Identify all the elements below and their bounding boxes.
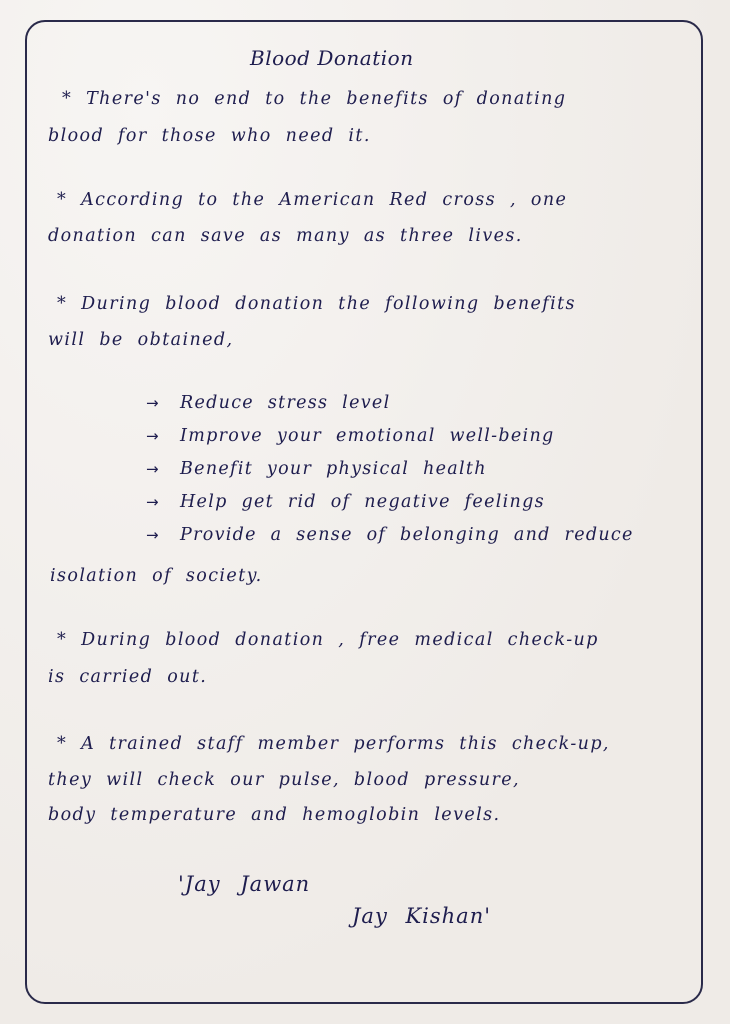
paragraph-2-line-1: * According to the American Red cross , one bbox=[57, 190, 568, 210]
signature-line-1: 'Jay Jawan bbox=[178, 872, 311, 896]
list-item: → Reduce stress level bbox=[146, 393, 391, 413]
arrow-icon: → bbox=[146, 493, 160, 511]
paragraph-4-line-1: * During blood donation , free medical check-up bbox=[57, 630, 599, 650]
paragraph-5-line-2: they will check our pulse, blood pressure, bbox=[48, 770, 520, 790]
paragraph-4-line-2: is carried out. bbox=[48, 667, 208, 687]
paragraph-5-line-3: body temperature and hemoglobin levels. bbox=[48, 805, 501, 825]
list-item: → Improve your emotional well-being bbox=[146, 426, 555, 446]
signature-line-2: Jay Kishan' bbox=[352, 904, 492, 928]
paragraph-2-line-2: donation can save as many as three lives. bbox=[48, 226, 523, 246]
paragraph-1-line-2: blood for those who need it. bbox=[48, 126, 371, 146]
list-item: → Provide a sense of belonging and reduce bbox=[146, 525, 634, 545]
list-item: → Benefit your physical health bbox=[146, 459, 487, 479]
arrow-icon: → bbox=[146, 427, 160, 445]
paragraph-3-line-1: * During blood donation the following benefits bbox=[57, 294, 576, 314]
paragraph-5-line-1: * A trained staff member performs this check-up, bbox=[57, 734, 610, 754]
benefits-list bbox=[146, 393, 634, 558]
paragraph-1-line-1: * There's no end to the benefits of donating bbox=[62, 89, 567, 109]
arrow-icon: → bbox=[146, 526, 160, 544]
list-item: → Help get rid of negative feelings bbox=[146, 492, 545, 512]
arrow-icon: → bbox=[146, 394, 160, 412]
page-title: Blood Donation bbox=[250, 46, 414, 70]
benefit-continuation: isolation of society. bbox=[50, 566, 263, 586]
paragraph-3-line-2: will be obtained, bbox=[48, 330, 234, 350]
arrow-icon: → bbox=[146, 460, 160, 478]
